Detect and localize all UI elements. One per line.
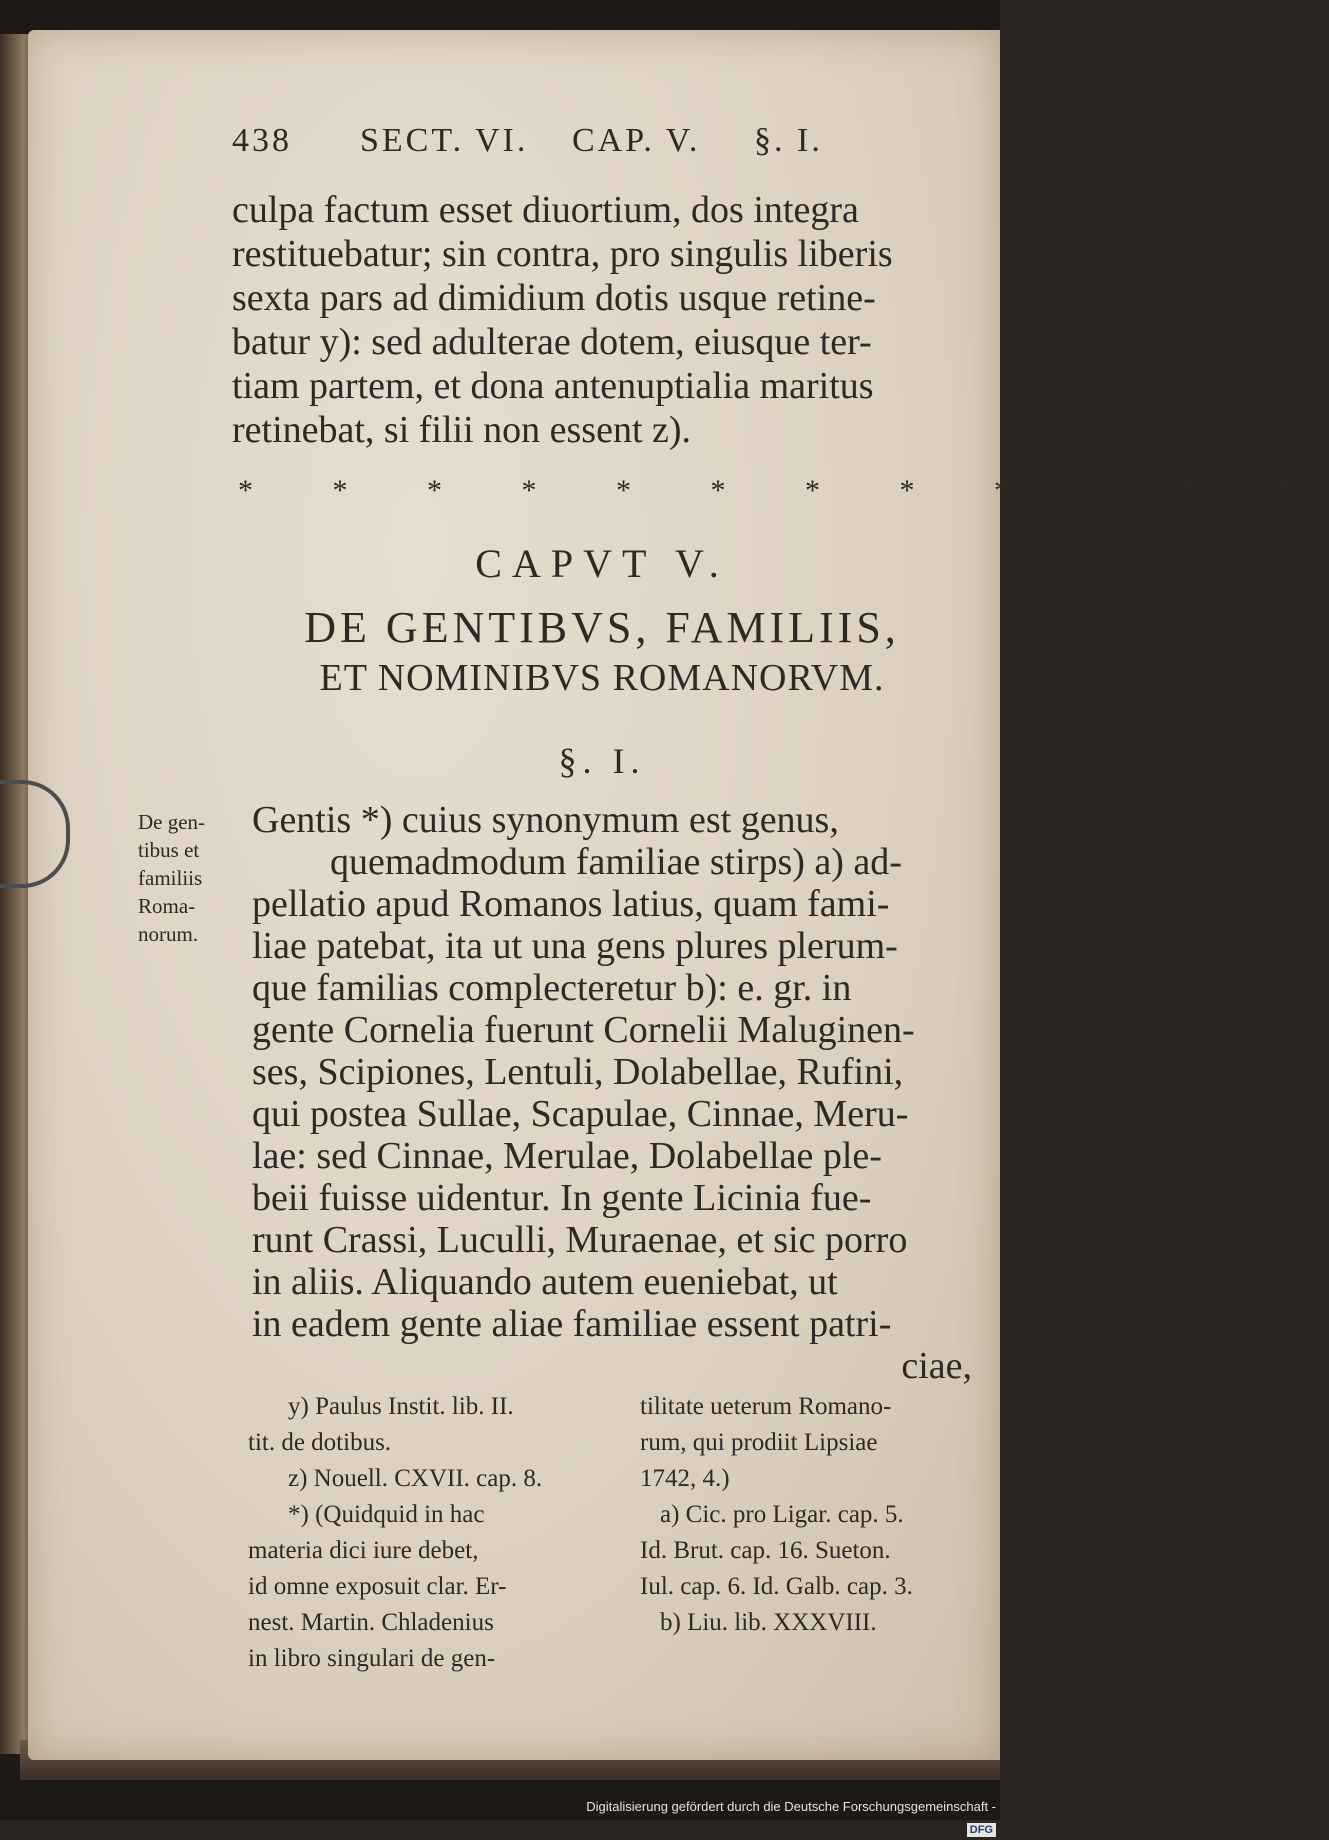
margin-note-line: tibus et: [138, 838, 200, 862]
text-line: batur y): sed adulterae dotem, eiusque ter-: [232, 321, 872, 363]
text-line: in aliis. Aliquando autem eueniebat, ut: [252, 1261, 838, 1303]
footnote-line: tit. de dotibus.: [248, 1429, 392, 1456]
chapter-title-line-1: DE GENTIBVS, FAMILIIS,: [304, 603, 900, 652]
footnote-line: a) Cic. pro Ligar. cap. 5.: [660, 1501, 904, 1528]
footnote-line: 1742, 4.): [640, 1465, 730, 1492]
footnote-line: Id. Brut. cap. 16. Sueton.: [640, 1537, 891, 1564]
text-line: liae patebat, ita ut una gens plures plerum-: [252, 925, 898, 967]
footnote-line: *) (Quidquid in hac: [288, 1501, 485, 1528]
footnote-line: in libro singulari de gen-: [248, 1645, 496, 1672]
page-number: 438: [232, 122, 292, 159]
margin-note: [138, 808, 248, 948]
chapter-title-line-2: ET NOMINIBVS ROMANORVM.: [319, 657, 885, 699]
text-line: sexta pars ad dimidium dotis usque retine-: [232, 277, 876, 319]
star-divider: * * * * * * * * * * * *: [238, 474, 1329, 507]
credit-text: Digitalisierung gefördert durch die Deutsche Forschungsgemeinschaft -: [586, 1799, 996, 1814]
footnote-line: tilitate ueterum Romano-: [640, 1393, 892, 1420]
text-line: beii fuisse uidentur. In gente Licinia fue-: [252, 1177, 872, 1219]
text-line: qui postea Sullae, Scapulae, Cinnae, Meru-: [252, 1093, 909, 1135]
footnote-line: b) Liu. lib. XXXVIII.: [660, 1609, 877, 1636]
chapter-label: CAP. V.: [572, 122, 701, 159]
margin-note-line: familiis: [138, 866, 203, 890]
margin-note-line: De gen-: [138, 810, 206, 834]
footnote-line: Iul. cap. 6. Id. Galb. cap. 3.: [640, 1573, 913, 1600]
text-line: gente Cornelia fuerunt Cornelii Maluginen-: [252, 1009, 915, 1051]
chapter-number-heading: CAPVT V.: [475, 541, 729, 586]
paragraph-label: §. I.: [754, 122, 823, 159]
text-line: pellatio apud Romanos latius, quam fami-: [252, 883, 890, 925]
text-line: culpa factum esset diuortium, dos integra: [232, 189, 859, 231]
footnote-line: id omne exposuit clar. Er-: [248, 1573, 507, 1600]
footnote-line: z) Nouell. CXVII. cap. 8.: [288, 1465, 543, 1492]
text-line: in eadem gente aliae familiae essent patri-: [252, 1303, 892, 1345]
text-line: Gentis *) cuius synonymum est genus,: [252, 799, 839, 841]
section-label: SECT. VI.: [360, 122, 529, 159]
text-line: retinebat, si filii non essent z).: [232, 409, 692, 451]
margin-note-line: Roma-: [138, 894, 196, 918]
running-header: [232, 122, 972, 172]
dfg-logo: DFG: [967, 1823, 996, 1837]
footnote-line: materia dici iure debet,: [248, 1537, 479, 1564]
text-line: runt Crassi, Luculli, Muraenae, et sic porro: [252, 1219, 908, 1261]
text-line: ses, Scipiones, Lentuli, Dolabellae, Rufini,: [252, 1051, 904, 1093]
text-line: ciae,: [901, 1345, 972, 1387]
text-line: tiam partem, et dona antenuptialia maritus: [232, 365, 874, 407]
text-line: lae: sed Cinnae, Merulae, Dolabellae ple-: [252, 1135, 882, 1177]
footnote-line: y) Paulus Instit. lib. II.: [288, 1393, 514, 1420]
text-line: restituebatur; sin contra, pro singulis liberis: [232, 233, 893, 275]
section-mark: §. I.: [558, 741, 646, 781]
margin-note-line: norum.: [138, 922, 199, 946]
text-line: que familias complecteretur b): e. gr. in: [252, 967, 852, 1009]
footnote-line: nest. Martin. Chladenius: [248, 1609, 494, 1636]
digitization-credit: [560, 1796, 996, 1836]
footnote-line: rum, qui prodiit Lipsiae: [640, 1429, 878, 1456]
footnotes: [248, 1390, 968, 1672]
text-line: quemadmodum familiae stirps) a) ad-: [330, 841, 902, 883]
